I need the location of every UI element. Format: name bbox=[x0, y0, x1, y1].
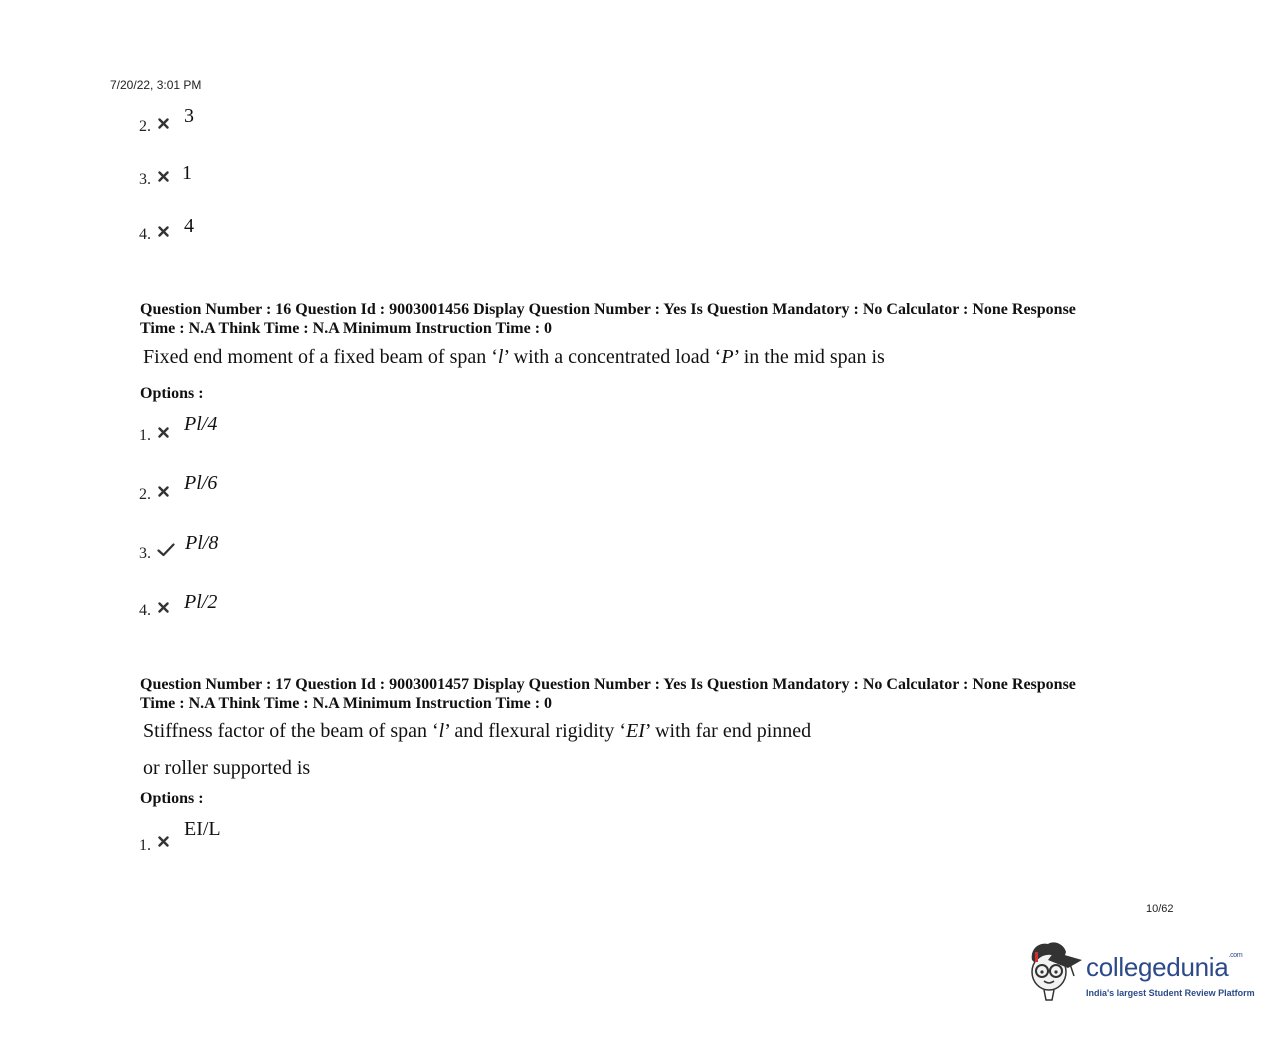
check-icon bbox=[157, 543, 175, 557]
question-meta-line: Time : N.A Think Time : N.A Minimum Instruction Time : 0 bbox=[140, 695, 553, 712]
option-number: 4. bbox=[139, 602, 151, 619]
option-number: 4. bbox=[139, 226, 151, 243]
cross-icon bbox=[158, 486, 172, 497]
option-value: Pl/4 bbox=[184, 413, 218, 435]
option-number: 2. bbox=[139, 486, 151, 503]
question-17-meta bbox=[140, 675, 1170, 713]
option-value: 1 bbox=[182, 162, 192, 184]
option-value: Pl/8 bbox=[185, 532, 219, 554]
rigidity-symbol: EI bbox=[626, 720, 645, 742]
span-symbol: l bbox=[497, 346, 504, 368]
print-timestamp: 7/20/22, 3:01 PM bbox=[110, 78, 202, 92]
option-number: 1. bbox=[139, 837, 151, 854]
question-17-text-line1 bbox=[143, 720, 811, 743]
logo-tagline: India's largest Student Review Platform bbox=[1086, 988, 1255, 998]
question-text-part: ’ and flexural rigidity ‘ bbox=[444, 720, 627, 742]
option-number: 3. bbox=[139, 171, 151, 188]
question-meta-line: Question Number : 16 Question Id : 9003001456 Display Question Number : Yes Is Question Mandatory : No Calculator : None Response bbox=[140, 301, 1076, 318]
logo-wordmark bbox=[1086, 952, 1242, 983]
option-value: Pl/2 bbox=[184, 591, 218, 613]
cross-icon bbox=[158, 836, 172, 847]
option-value: 3 bbox=[184, 105, 194, 127]
options-label: Options : bbox=[140, 385, 204, 402]
collegedunia-logo bbox=[1024, 938, 1254, 1008]
option-value: Pl/6 bbox=[184, 472, 218, 494]
question-text-part: ’ in the mid span is bbox=[733, 346, 885, 368]
logo-word: collegedunia bbox=[1086, 952, 1229, 982]
question-17-text-line2: or roller supported is bbox=[143, 757, 311, 779]
question-meta-line: Time : N.A Think Time : N.A Minimum Instruction Time : 0 bbox=[140, 320, 553, 337]
question-text-part: Stiffness factor of the beam of span ‘ bbox=[143, 720, 439, 742]
options-label: Options : bbox=[140, 790, 204, 807]
cross-icon bbox=[158, 118, 172, 129]
question-text-part: ’ with a concentrated load ‘ bbox=[503, 346, 722, 368]
cross-icon bbox=[158, 602, 172, 613]
cross-icon bbox=[158, 427, 172, 438]
question-text-part: ’ with far end pinned bbox=[644, 720, 812, 742]
cross-icon bbox=[158, 226, 172, 237]
option-value: 4 bbox=[184, 215, 194, 237]
mascot-icon bbox=[1024, 938, 1086, 1008]
span-symbol: l bbox=[438, 720, 445, 742]
question-meta-line: Question Number : 17 Question Id : 9003001457 Display Question Number : Yes Is Question Mandatory : No Calculator : None Response bbox=[140, 676, 1076, 693]
option-number: 1. bbox=[139, 427, 151, 444]
cross-icon bbox=[158, 171, 172, 182]
load-symbol: P bbox=[721, 346, 734, 368]
option-value: EI/L bbox=[184, 818, 221, 840]
page-number: 10/62 bbox=[1146, 903, 1174, 915]
question-16-text bbox=[143, 346, 885, 369]
question-16-meta bbox=[140, 300, 1170, 338]
question-text-part: Fixed end moment of a fixed beam of span ‘ bbox=[143, 346, 498, 368]
option-number: 3. bbox=[139, 545, 151, 562]
option-number: 2. bbox=[139, 118, 151, 135]
logo-suffix: .com bbox=[1228, 952, 1243, 959]
